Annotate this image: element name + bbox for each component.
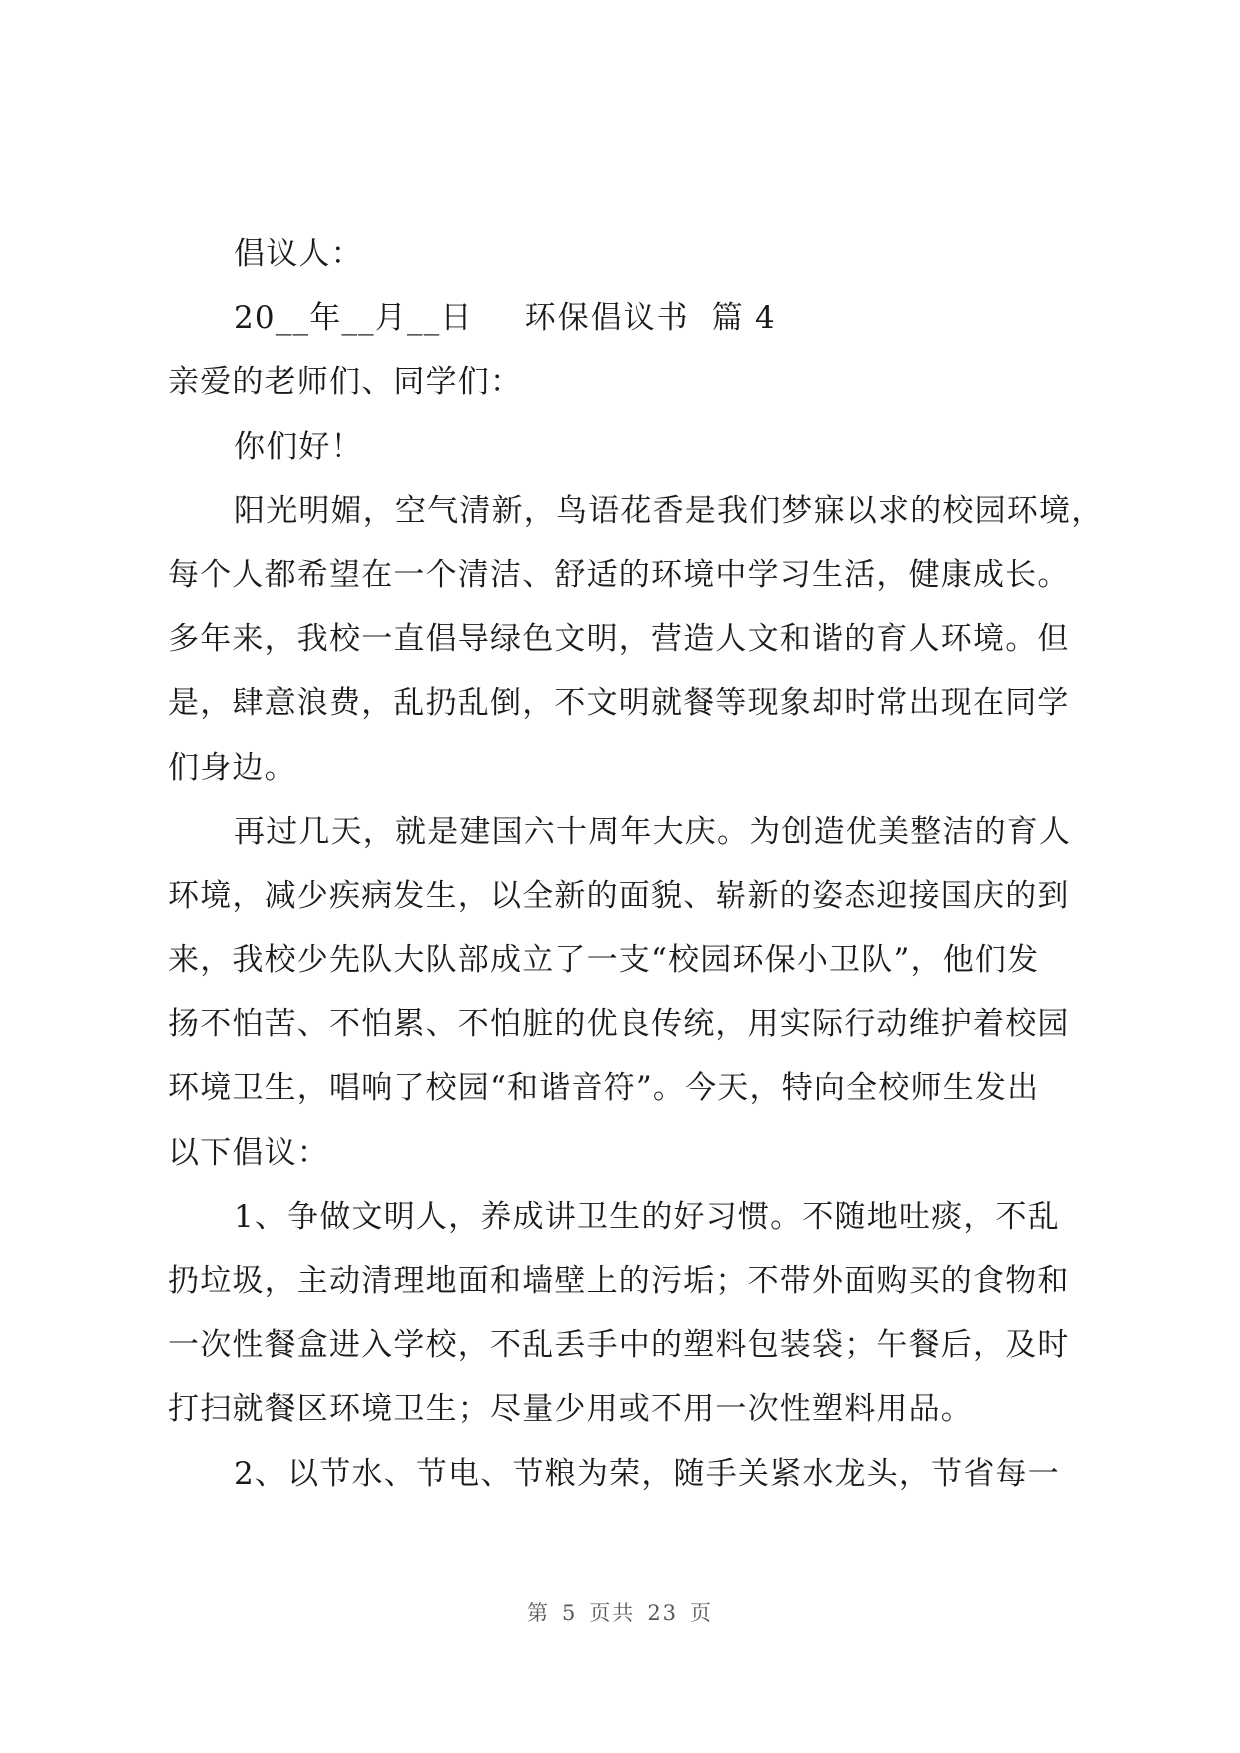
paragraph-line: 来，我校少先队大队部成立了一支“校园环保小卫队”，他们发 [168,942,1040,979]
paragraph-line: 一次性餐盒进入学校，不乱丢手中的塑料包装袋；午餐后，及时 [168,1327,1070,1364]
paragraph-line: 环境卫生，唱响了校园“和谐音符”。今天，特向全校师生发出 [168,1070,1040,1107]
paragraph-2 [168,800,1096,1185]
footer-middle: 页共 [589,1601,636,1625]
paragraph-line: 再过几天，就是建国六十周年大庆。为创造优美整洁的育人 [234,813,1072,850]
paragraph-line: 们身边。 [168,749,297,786]
footer-prefix: 第 [526,1601,550,1625]
current-page-number: 5 [561,1601,578,1625]
date-and-title-line [168,286,1096,350]
paragraph-line: 环境，减少疾病发生，以全新的面貌、崭新的姿态迎接国庆的到 [168,877,1070,914]
footer-suffix: 页 [690,1601,714,1625]
paragraph-line: 扔垃圾，主动清理地面和墙壁上的污垢；不带外面购买的食物和 [168,1263,1070,1299]
signature-label: 倡议人： [234,236,363,272]
paragraph-line: 2、以节水、节电、节粮为荣，随手关紧水龙头，节省每一 [234,1455,1060,1492]
paragraph-line: 多年来，我校一直倡导绿色文明，营造人文和谐的育人环境。但 [168,621,1070,658]
paragraph-line: 打扫就餐区环境卫生；尽量少用或不用一次性塑料用品。 [168,1391,973,1428]
paragraph-line: 扬不怕苦、不怕累、不怕脏的优良传统，用实际行动维护着校园 [168,1006,1070,1043]
paragraph-4 [168,1442,1096,1506]
section-number: 篇 4 [711,300,776,337]
paragraph-line: 是，肆意浪费，乱扔乱倒，不文明就餐等现象却时常出现在同学 [168,685,1070,722]
paragraph-line: 以下倡议： [168,1134,329,1171]
paragraph-1 [168,479,1104,800]
paragraph-line: 阳光明媚，空气清新，鸟语花香是我们梦寐以求的校园环境， [234,492,1104,529]
date-placeholder: 20__年__月__日 [234,300,473,337]
paragraph-line: 每个人都希望在一个清洁、舒适的环境中学习生活，健康成长。 [168,556,1070,593]
document-body [168,222,1104,1506]
section-title: 环保倡议书 [524,300,690,337]
greeting: 你们好！ [234,428,363,465]
paragraph-3 [168,1185,1096,1442]
paragraph-line: 1、争做文明人，养成讲卫生的好习惯。不随地吐痰，不乱 [234,1198,1060,1235]
salutation: 亲爱的老师们、同学们： [168,364,523,401]
page-footer [0,1597,1240,1627]
total-pages-number: 23 [647,1601,679,1625]
